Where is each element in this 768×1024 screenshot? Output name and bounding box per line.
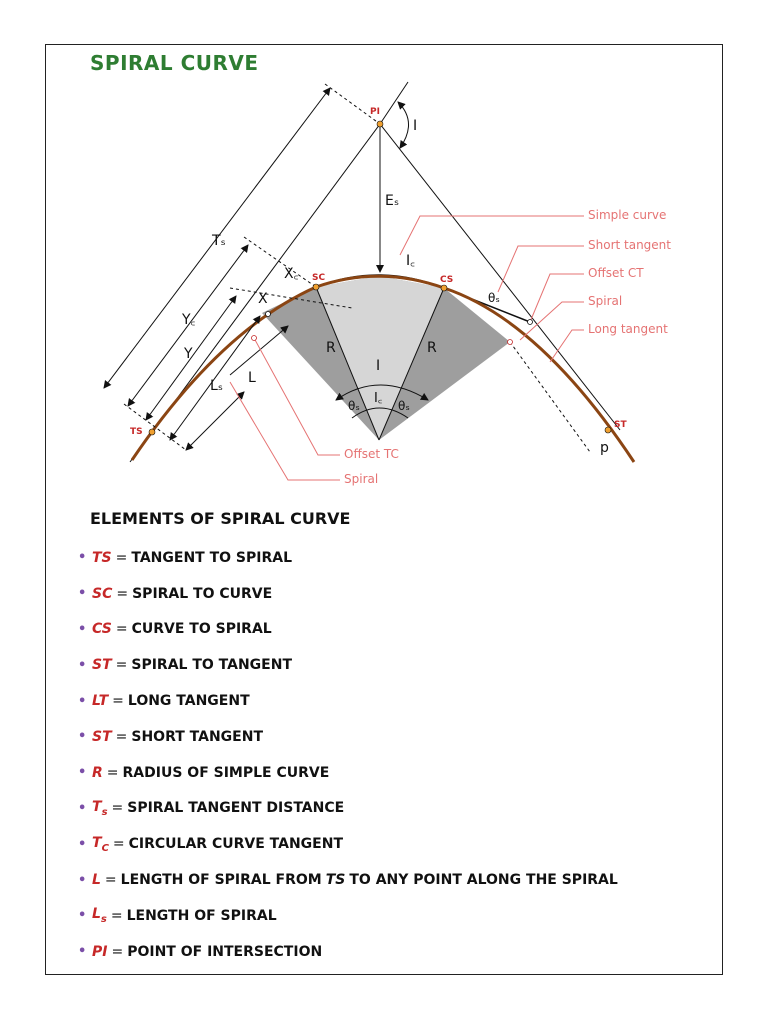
callout-offset-tc: Offset TC [344, 447, 399, 461]
list-item [78, 647, 618, 683]
element-description: SPIRAL TANGENT DISTANCE [127, 800, 345, 817]
extension-1 [325, 84, 380, 124]
symbol-ic-center: I꜀ [374, 391, 383, 406]
dim-l [186, 392, 244, 450]
element-abbr: LT [92, 693, 109, 710]
equals-sign: = [112, 836, 125, 853]
element-abbr: ST [92, 728, 112, 745]
element-abbr-sub: s [101, 806, 108, 818]
list-item [78, 791, 618, 827]
elements-heading: ELEMENTS OF SPIRAL CURVE [90, 509, 351, 528]
element-description: RADIUS OF SIMPLE CURVE [122, 764, 330, 781]
bullet-icon: • [78, 872, 87, 888]
tangent-extension [380, 82, 408, 124]
symbol-i-top: I [413, 118, 418, 134]
callout-short-tangent: Short tangent [588, 238, 671, 252]
bullet-icon: • [78, 657, 87, 673]
element-description: LENGTH OF SPIRAL FROM [120, 872, 322, 889]
equals-sign: = [104, 872, 117, 889]
element-abbr: SC [92, 585, 113, 602]
element-abbr: PI [92, 943, 108, 960]
list-item [78, 719, 618, 755]
element-abbr-sub: s [100, 914, 107, 926]
bullet-icon: • [78, 800, 87, 816]
symbol-theta-right: θₛ [398, 399, 410, 413]
bullet-icon: • [78, 908, 87, 924]
page-title: SPIRAL CURVE [90, 51, 259, 75]
equals-sign: = [111, 800, 124, 817]
element-abbr: TS [92, 549, 112, 566]
element-description: POINT OF INTERSECTION [127, 943, 323, 960]
symbol-r-left: R [326, 340, 336, 356]
bullet-icon: • [78, 836, 87, 852]
callout-long-tangent: Long tangent [588, 322, 668, 336]
element-description-cont: TO ANY POINT ALONG THE SPIRAL [349, 872, 618, 889]
element-description: LONG TANGENT [127, 693, 250, 710]
element-inline-abbr: TS [325, 872, 346, 889]
symbol-ic-top: I꜀ [406, 253, 415, 269]
bullet-icon: • [78, 621, 87, 637]
equals-sign: = [115, 621, 128, 638]
equals-sign: = [115, 728, 128, 745]
symbol-xc: X꜀ [284, 266, 299, 282]
symbol-ts: Tₛ [212, 233, 226, 249]
callout-simple-curve: Simple curve [588, 208, 667, 222]
bullet-icon: • [78, 944, 87, 960]
equals-sign: = [112, 693, 124, 710]
elements-list [78, 540, 618, 970]
equals-sign: = [115, 657, 128, 674]
label-sc: SC [312, 273, 326, 283]
list-item [78, 862, 618, 898]
label-cs: CS [440, 275, 454, 285]
element-description: TANGENT TO SPIRAL [131, 549, 292, 566]
equals-sign: = [111, 943, 124, 960]
element-description: SPIRAL TO TANGENT [131, 657, 292, 674]
symbol-x: X [258, 291, 268, 307]
list-item [78, 576, 618, 612]
equals-sign: = [116, 585, 129, 602]
list-item [78, 540, 618, 576]
element-description: SPIRAL TO CURVE [132, 585, 273, 602]
element-abbr: R [92, 764, 103, 781]
list-item [78, 826, 618, 862]
element-description: LENGTH OF SPIRAL [126, 907, 277, 924]
element-abbr: CS [92, 621, 112, 638]
symbol-l: L [248, 370, 256, 386]
element-description: CIRCULAR CURVE TANGENT [128, 836, 343, 853]
list-item [78, 683, 618, 719]
callout-spiral-right: Spiral [588, 294, 623, 308]
bullet-icon: • [78, 550, 87, 566]
symbol-yc: Y꜀ [182, 312, 196, 328]
equals-sign: = [106, 764, 119, 781]
symbol-theta-left: θₛ [348, 399, 360, 413]
list-item [78, 612, 618, 648]
equals-sign: = [115, 549, 128, 566]
element-abbr: L [92, 872, 101, 889]
bullet-icon: • [78, 586, 87, 602]
spiral-curve-diagram [0, 0, 768, 500]
list-item [78, 755, 618, 791]
bullet-icon: • [78, 765, 87, 781]
element-description: SHORT TANGENT [131, 728, 263, 745]
extension-2 [244, 237, 316, 287]
symbol-es: Eₛ [385, 193, 400, 209]
element-description: CURVE TO SPIRAL [131, 621, 272, 638]
symbol-theta-top: θₛ [488, 291, 500, 305]
symbol-ls: Lₛ [210, 378, 224, 394]
symbol-i-center: I [376, 358, 381, 374]
symbol-r-right: R [427, 340, 437, 356]
element-abbr: $T_C$ [92, 834, 109, 854]
list-item [78, 934, 618, 970]
list-item [78, 898, 618, 934]
element-abbr: $T_s$ [92, 799, 108, 818]
symbol-p: p [600, 440, 609, 456]
label-st: ST [614, 420, 627, 430]
element-abbr: ST [92, 657, 112, 674]
angle-I-arc [398, 102, 409, 148]
equals-sign: = [110, 907, 123, 924]
callout-spiral-left: Spiral [344, 472, 379, 486]
bullet-icon: • [78, 693, 87, 709]
callout-offset-ct: Offset CT [588, 266, 644, 280]
element-abbr: $L_s$ [92, 906, 107, 926]
label-pi: PI [370, 107, 380, 117]
bullet-icon: • [78, 729, 87, 745]
label-ts: TS [130, 427, 143, 437]
element-abbr-sub: C [101, 842, 109, 854]
symbol-y: Y [184, 346, 193, 362]
dim-l-upper [230, 326, 288, 375]
